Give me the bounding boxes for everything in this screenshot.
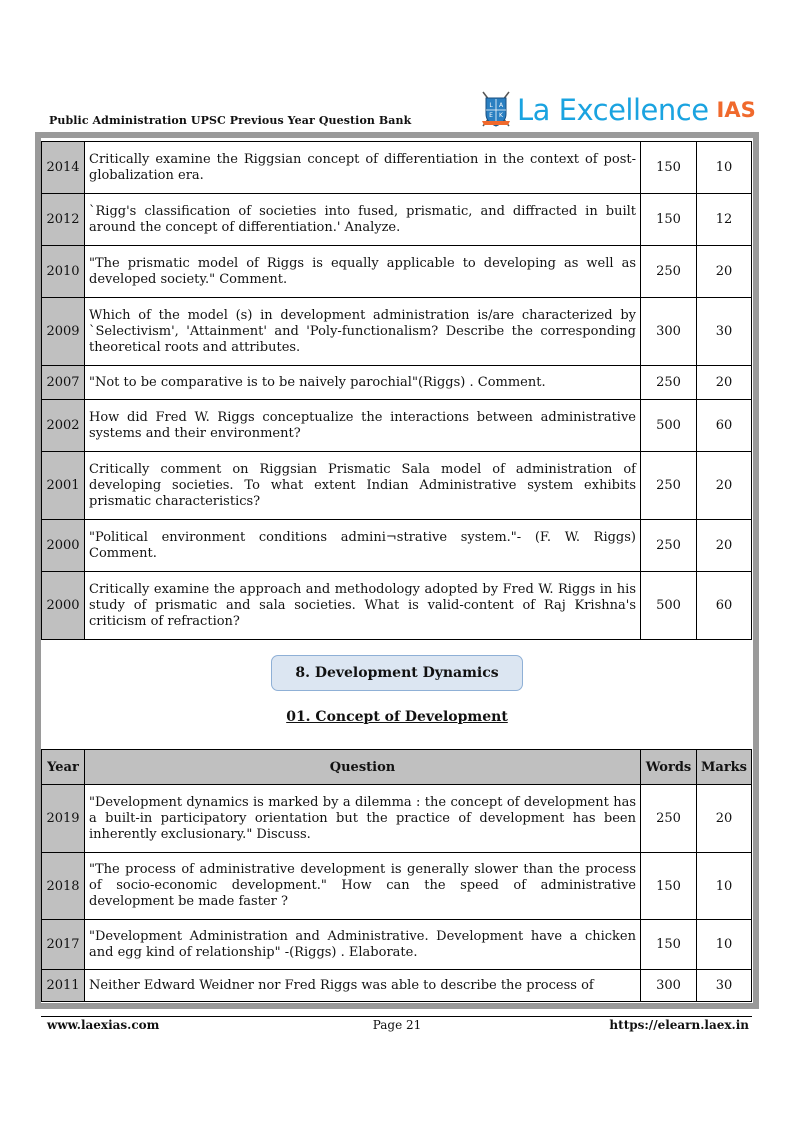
words-cell: 150 xyxy=(641,920,697,970)
question-cell: "Development dynamics is marked by a dilemma : the concept of development has a built-in participatory orientation but the practice of development has been inherently exclusionary." Discuss. xyxy=(85,785,641,853)
words-cell: 500 xyxy=(641,572,697,640)
document-title: Public Administration UPSC Previous Year Question Bank xyxy=(49,114,412,127)
table-row xyxy=(42,452,752,520)
question-cell: Which of the model (s) in development administration is/are characterized by `Selectivism', 'Attainment' and 'Poly-functionalism? Describe the corresponding theoretical roots and attributes. xyxy=(85,298,641,366)
marks-cell: 20 xyxy=(697,520,752,572)
question-cell: "Not to be comparative is to be naively parochial"(Riggs) . Comment. xyxy=(85,366,641,400)
section-heading: 8. Development Dynamics xyxy=(271,655,523,691)
question-cell: Critically examine the approach and methodology adopted by Fred W. Riggs in his study of prismatic and sala societies. What is valid-content of Raj Krishna's criticism of refraction? xyxy=(85,572,641,640)
development-questions-table xyxy=(41,749,752,1002)
words-header: Words xyxy=(641,750,697,785)
words-cell: 500 xyxy=(641,400,697,452)
question-cell: "Development Administration and Administrative. Development have a chicken and egg kind of relationship" -(Riggs) . Elaborate. xyxy=(85,920,641,970)
svg-text:L: L xyxy=(489,102,493,109)
table-row xyxy=(42,572,752,640)
words-cell: 150 xyxy=(641,142,697,194)
year-cell: 2002 xyxy=(42,400,85,452)
year-cell: 2014 xyxy=(42,142,85,194)
marks-cell: 60 xyxy=(697,400,752,452)
marks-cell: 30 xyxy=(697,298,752,366)
footer-elearn-link[interactable]: https://elearn.laex.in xyxy=(609,1018,749,1032)
table-row xyxy=(42,142,752,194)
words-cell: 150 xyxy=(641,853,697,920)
table-row xyxy=(42,853,752,920)
question-cell: "Political environment conditions admini¬strative system."- (F. W. Riggs) Comment. xyxy=(85,520,641,572)
svg-text:A: A xyxy=(498,102,504,109)
marks-header: Marks xyxy=(697,750,752,785)
brand-suffix: IAS xyxy=(716,97,756,122)
year-cell: 2000 xyxy=(42,520,85,572)
svg-text:K: K xyxy=(499,112,503,119)
words-cell: 300 xyxy=(641,970,697,1002)
words-cell: 300 xyxy=(641,298,697,366)
table-row xyxy=(42,920,752,970)
marks-cell: 12 xyxy=(697,194,752,246)
year-cell: 2010 xyxy=(42,246,85,298)
question-cell: `Rigg's classification of societies into fused, prismatic, and diffracted in built around the concept of differentiation.' Analyze. xyxy=(85,194,641,246)
year-cell: 2009 xyxy=(42,298,85,366)
words-cell: 250 xyxy=(641,366,697,400)
subsection-title: 01. Concept of Development xyxy=(286,709,508,725)
year-cell: 2018 xyxy=(42,853,85,920)
words-cell: 250 xyxy=(641,246,697,298)
table-row xyxy=(42,970,752,1002)
year-header: Year xyxy=(42,750,85,785)
marks-cell: 20 xyxy=(697,452,752,520)
question-cell: "The process of administrative development is generally slower than the process of socio-economic development." How can the speed of administrative development be made faster ? xyxy=(85,853,641,920)
marks-cell: 60 xyxy=(697,572,752,640)
table-row xyxy=(42,194,752,246)
marks-cell: 20 xyxy=(697,366,752,400)
year-cell: 2001 xyxy=(42,452,85,520)
table-row xyxy=(42,366,752,400)
question-cell: Neither Edward Weidner nor Fred Riggs was able to describe the process of xyxy=(85,970,641,1002)
year-cell: 2012 xyxy=(42,194,85,246)
svg-text:E: E xyxy=(489,112,493,119)
footer-divider xyxy=(41,1016,752,1017)
words-cell: 250 xyxy=(641,785,697,853)
words-cell: 150 xyxy=(641,194,697,246)
marks-cell: 20 xyxy=(697,785,752,853)
brand-logo xyxy=(481,88,756,132)
table-row xyxy=(42,246,752,298)
question-header: Question xyxy=(85,750,641,785)
brand-name: La Excellence xyxy=(517,92,709,127)
year-cell: 2019 xyxy=(42,785,85,853)
question-cell: How did Fred W. Riggs conceptualize the interactions between administrative systems and their environment? xyxy=(85,400,641,452)
shield-laek-icon xyxy=(481,90,511,130)
marks-cell: 10 xyxy=(697,142,752,194)
marks-cell: 10 xyxy=(697,920,752,970)
subsection-heading xyxy=(0,709,794,725)
question-cell: "The prismatic model of Riggs is equally applicable to developing as well as developed society." Comment. xyxy=(85,246,641,298)
year-cell: 2000 xyxy=(42,572,85,640)
words-cell: 250 xyxy=(641,520,697,572)
question-cell: Critically comment on Riggsian Prismatic Sala model of administration of developing societies. To what extent Indian Administrative system exhibits prismatic characteristics? xyxy=(85,452,641,520)
words-cell: 250 xyxy=(641,452,697,520)
year-cell: 2017 xyxy=(42,920,85,970)
question-cell: Critically examine the Riggsian concept of differentiation in the context of post-globalization era. xyxy=(85,142,641,194)
marks-cell: 10 xyxy=(697,853,752,920)
table-header-row xyxy=(42,750,752,785)
marks-cell: 30 xyxy=(697,970,752,1002)
marks-cell: 20 xyxy=(697,246,752,298)
table-row xyxy=(42,785,752,853)
page-number: Page 21 xyxy=(372,1018,422,1032)
table-row xyxy=(42,400,752,452)
page-header xyxy=(0,0,794,132)
footer-website-link[interactable]: www.laexias.com xyxy=(47,1018,160,1032)
table-row xyxy=(42,298,752,366)
table-row xyxy=(42,520,752,572)
year-cell: 2007 xyxy=(42,366,85,400)
year-cell: 2011 xyxy=(42,970,85,1002)
riggs-questions-table xyxy=(41,141,752,640)
